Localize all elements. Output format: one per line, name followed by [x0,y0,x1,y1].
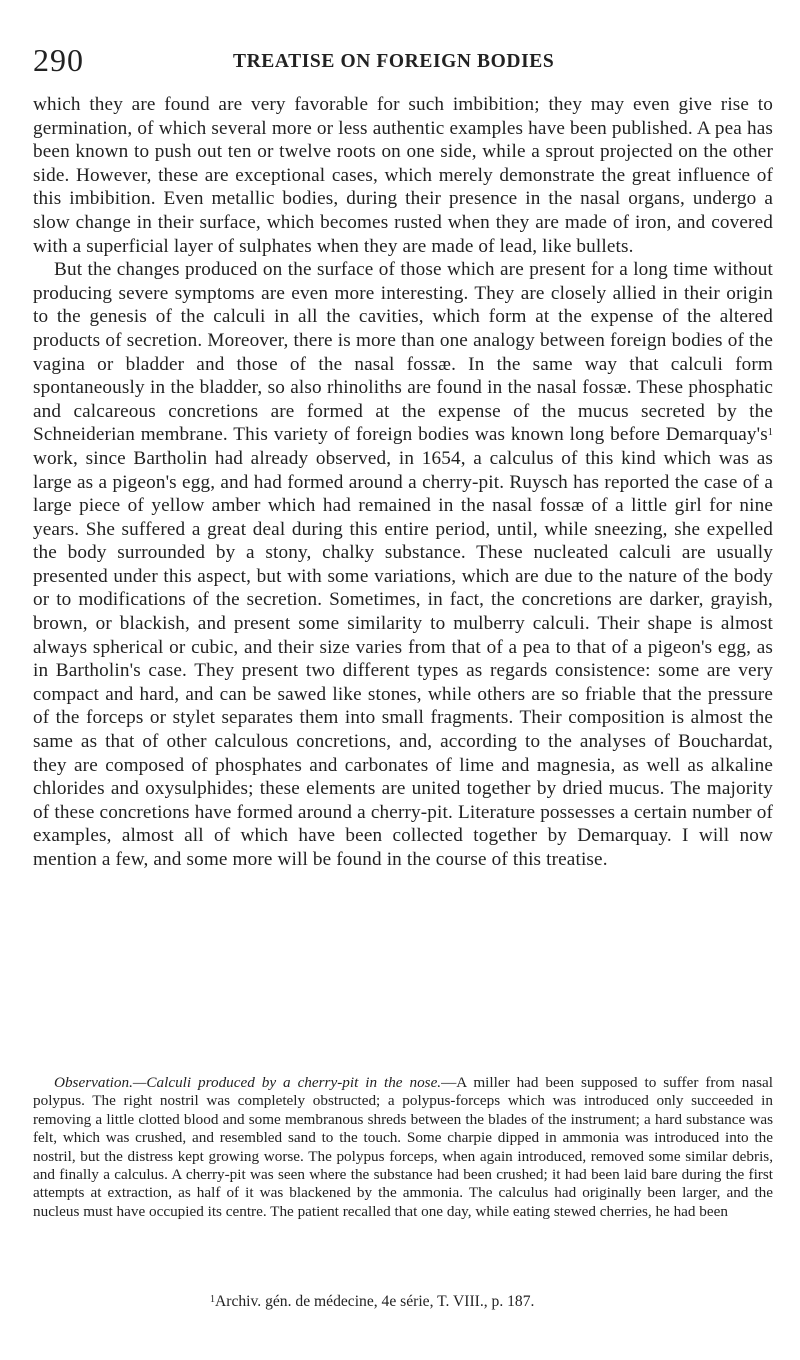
footnote-marker: 1 [210,1294,215,1305]
observation-text: —A miller had been supposed to suffer from nasal polypus. The right nostril was completely obstructed; a polypus-forceps which was introduced only succeeded in removing a little clotted blood and some membranous shreds between the blades of the instrument; a hard substance was felt, which was crushed, and resembled sand to the touch. Some charpie dipped in ammonia was introduced into the nostril, but the distress kept growing worse. The polypus forceps, when again introduced, removed some similar debris, and finally a calculus. A cherry-pit was seen where the substance had been crushed; it had been laid bare during the first attempts at extraction, as half of it was blackened by the ammonia. The calculus had originally been larger, and the nucleus must have occupied its centre. The patient recalled that one day, while eating stewed cherries, he had been [33,1074,773,1220]
footnote-ref: 1 [767,427,773,439]
paragraph-continuation: which they are found are very favorable for such imbibition; they may even give rise to germination, of which several more or less authentic examples have been published. A pea has been known to push out ten or twelve roots on one side, while a sprout projected on the other side. However, these are exceptional cases, which merely demonstrate the great influence of this imbibition. Even metallic bodies, during their presence in the nasal organs, undergo a slow change in their surface, which becomes rusted when they are made of iron, and covered with a superficial layer of sulphates when they are made of lead, like bullets. [33,94,773,257]
main-text [33,93,773,872]
footnote-text: Archiv. gén. de médecine, 4e série, T. VIII., p. 187. [215,1293,535,1310]
observation-title: Observation.—Calculi produced by a cherry-pit in the nose. [54,1074,442,1091]
running-head: TREATISE ON FOREIGN BODIES [233,51,555,72]
paragraph-calculi-part2: work, since Bartholin had already observed, in 1654, a calculus of this kind which was as large as a pigeon's egg, and had formed around a cherry-pit. Ruysch has reported the case of a large piece of yellow amber which had remained in the nasal fossæ of a little girl for nine years. She suffered a great deal during this entire period, until, while sneezing, she expelled the body surrounded by a stony, chalky substance. These nucleated calculi are usually presented under this aspect, but with some variations, which are due to the nature of the body or to modifications of the secretion. Sometimes, in fact, the concretions are darker, grayish, brown, or blackish, and present some similarity to mulberry calculi. Their shape is almost always spherical or cubic, and their size varies from that of a pea to that of a pigeon's egg, as in Bartholin's case. They present two different types as regards consistence: some are very compact and hard, and can be sawed like stones, while others are so friable that the pressure of the forceps or stylet separates them into small fragments. Their composition is almost the same as that of other calculous concretions, and, according to the analyses of Bouchardat, they are composed of phosphates and carbonates of lime and magnesia, as well as alkaline chlorides and oxysulphides; these elements are united together by dried mucus. The majority of these concretions have formed around a cherry-pit. Literature possesses a certain number of examples, almost all of which have been collected together by Demarquay. I will now mention a few, and some more will be found in the course of this treatise. [33,447,773,870]
page-number: 290 [33,42,84,78]
paragraph-calculi [33,258,773,871]
footnote [210,1292,770,1312]
paragraph-calculi-part1: But the changes produced on the surface of those which are present for a long time without producing severe symptoms are even more interesting. They are closely allied in their origin to the genesis of the calculi in all the cavities, which form at the expense of the altered products of secretion. Moreover, there is more than one analogy between foreign bodies of the vagina or bladder and those of the nasal fossæ. In the same way that calculi form spontaneously in the bladder, so also rhinoliths are found in the nasal fossæ. These phosphatic and calcareous concretions are formed at the expense of the mucus secreted by the Schneiderian membrane. This variety of foreign bodies was known long before Demarquay's [33,259,773,446]
page-header [33,38,773,82]
observation-block [33,1074,773,1221]
